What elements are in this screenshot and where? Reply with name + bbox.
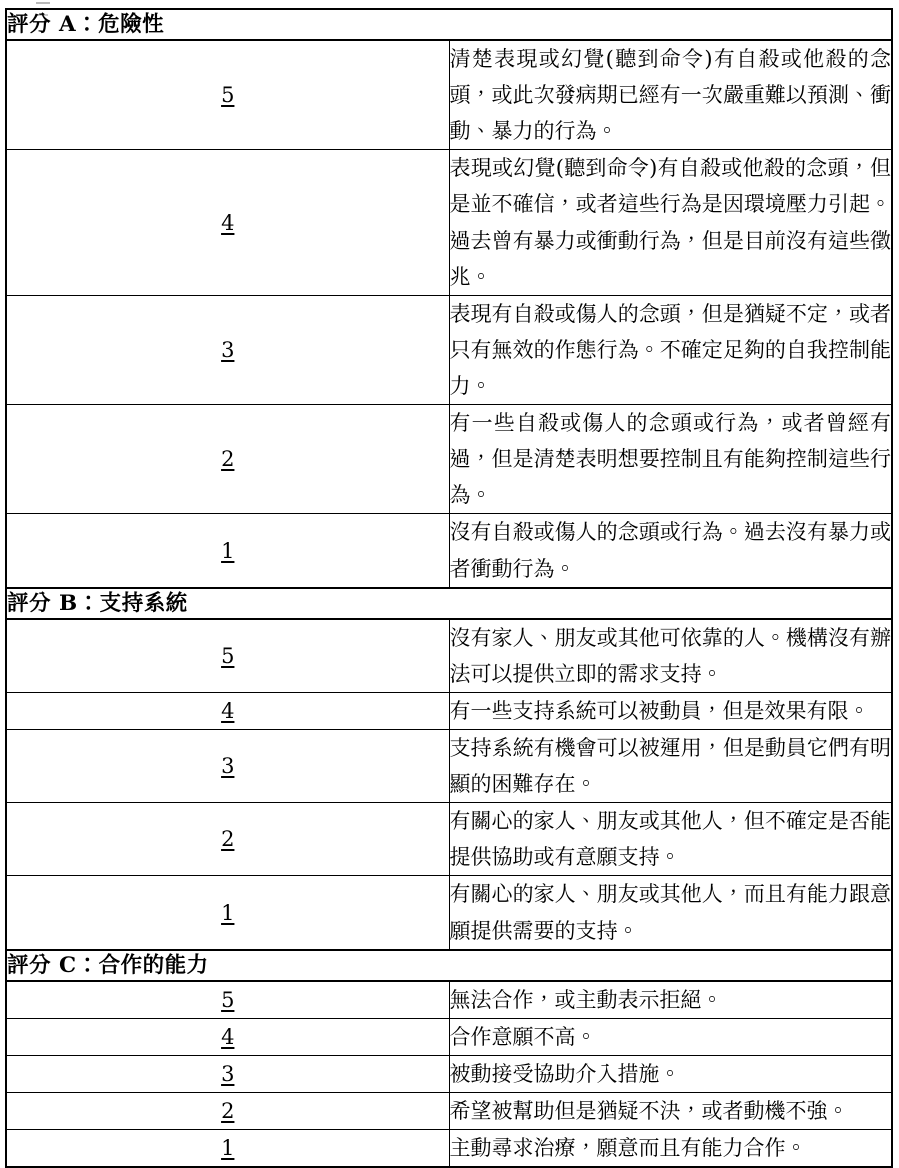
table-row [6,514,892,588]
table-row [6,692,892,729]
table-row [6,1055,892,1092]
score-value: 2 [221,447,235,472]
score-value: 4 [221,1024,235,1049]
criterion-description-cell: 表現有自殺或傷人的念頭，但是猶疑不定，或者只有無效的作態行為。不確定足夠的自我控制能力。 [449,295,892,404]
criterion-description-cell: 被動接受協助介入措施。 [449,1055,892,1092]
criterion-description-cell: 有一些自殺或傷人的念頭或行為，或者曾經有過，但是清楚表明想要控制且有能夠控制這些行為。 [449,405,892,514]
criterion-description-cell: 有關心的家人、朋友或其他人，但不確定是否能提供協助或有意願支持。 [449,803,892,876]
score-cell [6,981,449,1019]
score-value: 2 [221,827,235,852]
score-cell [6,619,449,693]
score-value: 4 [221,210,235,235]
score-cell [6,730,449,803]
score-value: 5 [221,83,235,108]
score-cell [6,803,449,876]
score-value: 3 [221,754,235,779]
table-row [6,619,892,693]
score-cell [6,405,449,514]
criterion-description-cell: 沒有家人、朋友或其他可依靠的人。機構沒有辦法可以提供立即的需求支持。 [449,619,892,693]
section-header-b: 評分 B：支持系統 [6,588,892,619]
score-cell [6,1130,449,1168]
section-header-row-b [6,588,892,619]
table-row [6,876,892,950]
score-value: 1 [221,900,235,925]
rating-scale-table-body [6,9,892,1167]
score-cell [6,1093,449,1130]
table-row [6,730,892,803]
score-value: 4 [221,698,235,723]
score-cell [6,514,449,588]
rating-scale-table [5,8,893,1168]
score-cell [6,876,449,950]
criterion-description-cell: 沒有自殺或傷人的念頭或行為。過去沒有暴力或者衝動行為。 [449,514,892,588]
score-cell [6,692,449,729]
score-value: 1 [221,1136,235,1161]
section-header-row-a [6,9,892,40]
section-header-row-c [6,950,892,981]
criterion-description-cell: 表現或幻覺(聽到命令)有自殺或他殺的念頭，但是並不確信，或者這些行為是因環境壓力引起。過去曾有暴力或衝動行為，但是目前沒有這些徵兆。 [449,150,892,295]
criterion-description-cell: 合作意願不高。 [449,1018,892,1055]
criterion-description-cell: 清楚表現或幻覺(聽到命令)有自殺或他殺的念頭，或此次發病期已經有一次嚴重難以預測、衝動、暴力的行為。 [449,40,892,150]
score-cell [6,1055,449,1092]
criterion-description-cell: 支持系統有機會可以被運用，但是動員它們有明顯的困難存在。 [449,730,892,803]
score-value: 5 [221,987,235,1012]
section-header-a: 評分 A：危險性 [6,9,892,40]
score-value: 1 [221,538,235,563]
score-cell [6,150,449,295]
table-row [6,1130,892,1168]
criterion-description-cell: 有一些支持系統可以被動員，但是效果有限。 [449,692,892,729]
section-header-c: 評分 C：合作的能力 [6,950,892,981]
criterion-description-cell: 有關心的家人、朋友或其他人，而且有能力跟意願提供需要的支持。 [449,876,892,950]
table-row [6,405,892,514]
table-row [6,295,892,404]
table-row [6,981,892,1019]
score-value: 5 [221,643,235,668]
criterion-description-cell: 無法合作，或主動表示拒絕。 [449,981,892,1019]
scan-artifact-mark [36,2,50,4]
criterion-description-cell: 希望被幫助但是猶疑不決，或者動機不強。 [449,1093,892,1130]
table-row [6,1093,892,1130]
score-value: 3 [221,337,235,362]
score-value: 3 [221,1061,235,1086]
score-cell [6,295,449,404]
score-cell [6,40,449,150]
table-row [6,40,892,150]
score-value: 2 [221,1099,235,1124]
table-row [6,150,892,295]
table-row [6,803,892,876]
criterion-description-cell: 主動尋求治療，願意而且有能力合作。 [449,1130,892,1168]
